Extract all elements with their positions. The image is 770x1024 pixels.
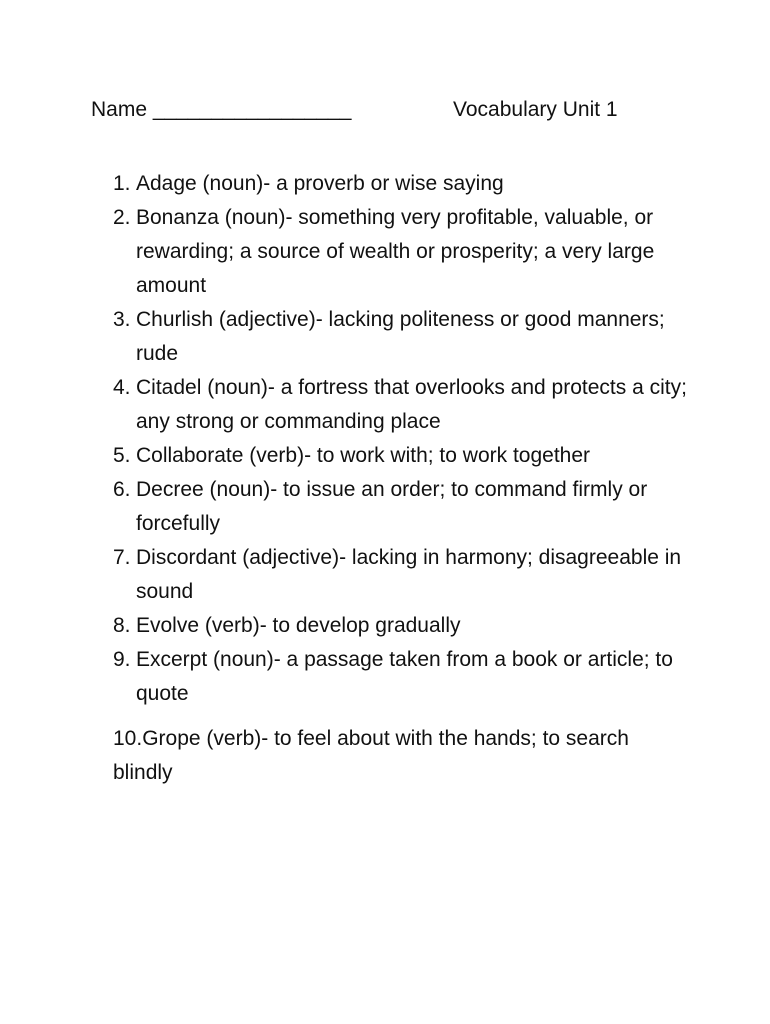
list-item bbox=[113, 371, 693, 439]
item-definition: Collaborate (verb)- to work with; to work together bbox=[136, 444, 591, 467]
item-definition: Bonanza (noun)- something very profitable, valuable, or rewarding; a source of wealth or prosperity; a very large amount bbox=[136, 206, 655, 297]
item-definition: Grope (verb)- to feel about with the hands; to search blindly bbox=[113, 727, 629, 784]
list-item bbox=[113, 643, 693, 711]
list-item bbox=[113, 722, 693, 790]
list-item bbox=[113, 201, 693, 303]
item-number: 3. bbox=[113, 308, 131, 331]
item-definition: Evolve (verb)- to develop gradually bbox=[136, 614, 461, 637]
item-definition: Citadel (noun)- a fortress that overlooks and protects a city; any strong or commanding place bbox=[136, 376, 687, 433]
vocabulary-list bbox=[113, 167, 693, 790]
item-definition: Churlish (adjective)- lacking politeness or good manners; rude bbox=[136, 308, 665, 365]
item-number: 7. bbox=[113, 546, 131, 569]
item-definition: Discordant (adjective)- lacking in harmony; disagreeable in sound bbox=[136, 546, 682, 603]
list-item bbox=[113, 439, 693, 473]
item-number: 1. bbox=[113, 172, 131, 195]
item-definition: Excerpt (noun)- a passage taken from a book or article; to quote bbox=[136, 648, 673, 705]
item-definition: Decree (noun)- to issue an order; to command firmly or forcefully bbox=[136, 478, 648, 535]
item-number: 10. bbox=[113, 727, 143, 750]
page-title: Vocabulary Unit 1 bbox=[453, 98, 618, 121]
item-number: 6. bbox=[113, 478, 131, 501]
item-definition: Adage (noun)- a proverb or wise saying bbox=[136, 172, 504, 195]
list-item bbox=[113, 303, 693, 371]
list-item bbox=[113, 473, 693, 541]
item-number: 2. bbox=[113, 206, 131, 229]
list-item bbox=[113, 609, 693, 643]
worksheet-header bbox=[0, 95, 770, 125]
name-field-label: Name _________________ bbox=[91, 98, 352, 121]
item-number: 9. bbox=[113, 648, 131, 671]
list-item bbox=[113, 541, 693, 609]
item-number: 8. bbox=[113, 614, 131, 637]
item-number: 5. bbox=[113, 444, 131, 467]
item-number: 4. bbox=[113, 376, 131, 399]
list-item bbox=[113, 167, 693, 201]
